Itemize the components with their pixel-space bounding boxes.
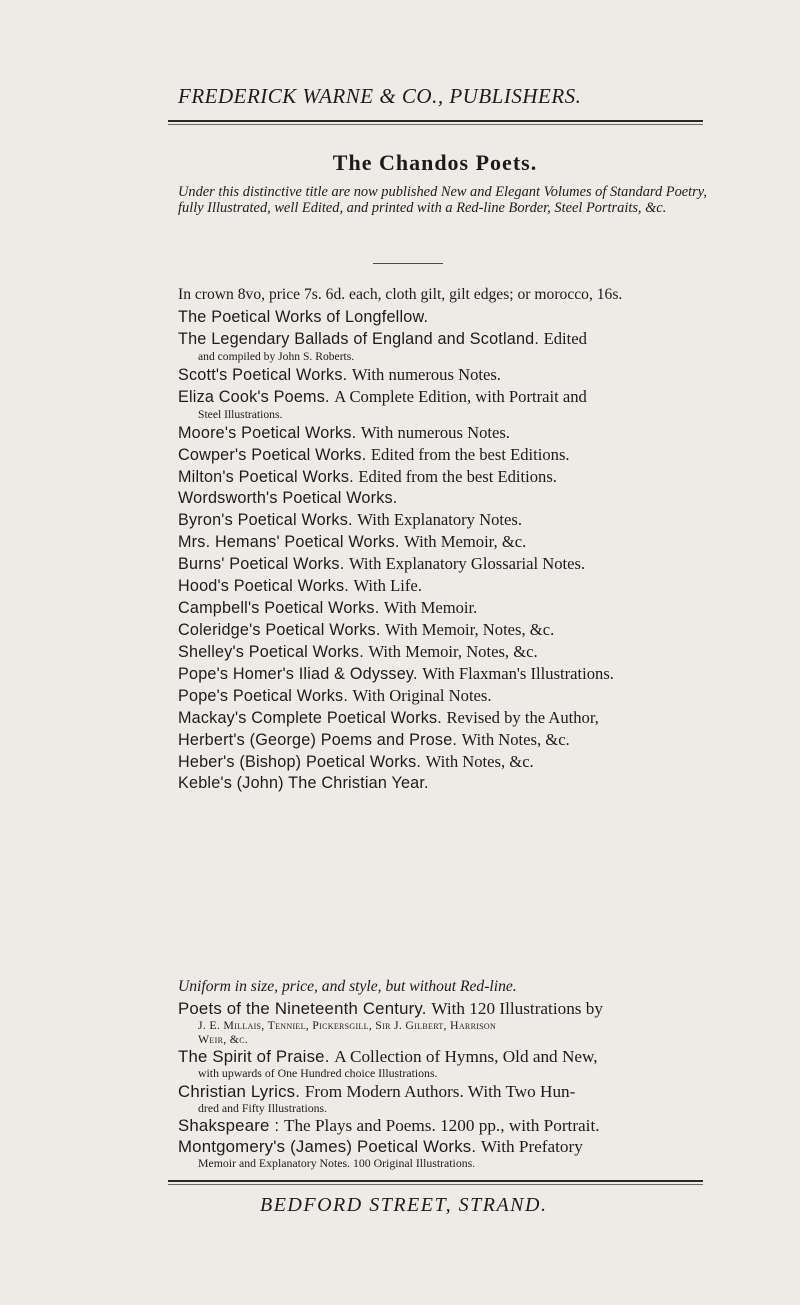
entry-title: Mrs. Hemans' Poetical Works. (178, 533, 400, 551)
catalogue-entry (178, 364, 713, 386)
catalogue-entry (178, 597, 713, 619)
catalogue-entry (178, 1136, 713, 1157)
entry-title: Byron's Poetical Works. (178, 511, 353, 529)
entry-note: A Complete Edition, with Portrait and (334, 387, 587, 406)
catalogue-entry (178, 488, 713, 509)
entry-note: With numerous Notes. (351, 365, 501, 384)
entry-subline: dred and Fifty Illustrations. (198, 1100, 328, 1115)
catalogue-entry (178, 998, 713, 1019)
price-line: In crown 8vo, price 7s. 6d. each, cloth gilt, gilt edges; or morocco, 16s. (178, 286, 623, 303)
bottom-rule (168, 1180, 703, 1182)
catalogue-entry (178, 619, 713, 641)
entry-note: A Collection of Hymns, Old and New, (334, 1047, 598, 1066)
catalogue-entry (178, 1081, 713, 1102)
entry-title: Shelley's Poetical Works. (178, 643, 364, 661)
entry-title: Heber's (Bishop) Poetical Works. (178, 753, 422, 771)
entry-note: The Plays and Poems. 1200 pp., with Portrait. (283, 1116, 600, 1135)
uniform-heading: Uniform in size, price, and style, but without Red-line. (178, 978, 517, 995)
catalogue-entry (178, 707, 713, 729)
entry-title: Eliza Cook's Poems. (178, 388, 330, 406)
top-rule-thin (168, 124, 703, 125)
entry-title: Herbert's (George) Poems and Prose. (178, 731, 458, 749)
catalogue-entry (178, 466, 713, 488)
entry-subline: Steel Illustrations. (198, 408, 283, 421)
catalogue-entry (178, 1115, 713, 1136)
top-rule (168, 120, 703, 122)
intro-paragraph: Under this distinctive title are now published New and Elegant Volumes of Standard Poetry, fully Illustrated, well Edited, and printed with a Red-line Border, Steel Portraits, &c. (178, 184, 707, 216)
entry-note: Edited from the best Editions. (370, 445, 570, 464)
catalogue-entry (178, 751, 713, 773)
entry-note: With Memoir, Notes, &c. (385, 620, 555, 639)
entry-note: With numerous Notes. (360, 423, 510, 442)
catalogue-entry (178, 685, 713, 707)
catalogue-entry (178, 307, 713, 328)
entry-subline: Memoir and Explanatory Notes. 100 Original Illustrations. (198, 1156, 476, 1170)
entry-note: With Life. (353, 576, 422, 595)
uniform-list (178, 998, 713, 1171)
publisher-running-head: FREDERICK WARNE & CO., PUBLISHERS. (178, 84, 582, 108)
catalogue-entry (178, 773, 713, 794)
entry-title: Milton's Poetical Works. (178, 468, 354, 486)
catalogue-entry (178, 553, 713, 575)
entry-title: Pope's Homer's Iliad & Odyssey. (178, 665, 418, 683)
entry-note: Edited from the best Editions. (358, 467, 557, 486)
entry-note: With Original Notes. (352, 686, 492, 705)
entry-title: Coleridge's Poetical Works. (178, 621, 381, 639)
entry-note: From Modern Authors. With Two Hun- (304, 1081, 576, 1101)
entry-note: With Notes, &c. (425, 752, 534, 771)
catalogue-entry (178, 663, 713, 685)
entry-subline: with upwards of One Hundred choice Illustrations. (198, 1066, 438, 1080)
entry-title: Poets of the Nineteenth Century. (178, 999, 427, 1018)
entry-title: Mackay's Complete Poetical Works. (178, 709, 442, 727)
entry-subline: Weir, &c. (198, 1031, 249, 1046)
entry-title: The Spirit of Praise. (178, 1047, 330, 1066)
entry-title: The Legendary Ballads of England and Scotland. (178, 330, 540, 348)
entry-title: Montgomery's (James) Poetical Works. (178, 1137, 477, 1156)
entry-title: Burns' Poetical Works. (178, 555, 345, 573)
series-title: The Chandos Poets. (332, 150, 538, 175)
catalogue-entry (178, 641, 713, 663)
short-divider (373, 263, 443, 264)
entry-title: Moore's Poetical Works. (178, 424, 357, 442)
catalogue-entry (178, 531, 713, 553)
catalogue-entry (178, 509, 713, 531)
entry-title: Shakspeare : (178, 1116, 280, 1135)
publisher-address: BEDFORD STREET, STRAND. (260, 1194, 548, 1216)
entry-title: Keble's (John) The Christian Year. (178, 774, 429, 792)
entry-note: With Memoir. (383, 598, 478, 617)
entry-title: Wordsworth's Poetical Works. (178, 489, 398, 507)
entry-title: The Poetical Works of Longfellow. (178, 308, 429, 326)
entry-title: Pope's Poetical Works. (178, 687, 349, 705)
bottom-rule-thin (168, 1184, 703, 1185)
catalogue-entry (178, 1046, 713, 1067)
entry-note: Edited (543, 329, 587, 348)
catalogue-entry (178, 729, 713, 751)
entry-title: Christian Lyrics. (178, 1081, 301, 1101)
entry-note: With 120 Illustrations by (431, 999, 603, 1018)
entry-subline: and compiled by John S. Roberts. (198, 350, 355, 363)
catalogue-entry (178, 444, 713, 466)
catalogue-entry (178, 386, 713, 408)
entry-note: With Memoir, &c. (404, 532, 527, 551)
entry-note: With Prefatory (480, 1137, 583, 1156)
entry-title: Hood's Poetical Works. (178, 577, 349, 595)
entry-note: With Explanatory Notes. (357, 510, 522, 529)
entry-title: Campbell's Poetical Works. (178, 599, 380, 617)
entry-note: With Explanatory Glossarial Notes. (348, 554, 586, 573)
catalogue-entry (178, 575, 713, 597)
poets-list (178, 307, 713, 794)
entry-title: Cowper's Poetical Works. (178, 446, 367, 464)
entry-subline: J. E. Millais, Tenniel, Pickersgill, Sir J. Gilbert, Harrison (198, 1018, 497, 1032)
entry-note: Revised by the Author, (446, 708, 599, 727)
entry-note: With Memoir, Notes, &c. (368, 642, 538, 661)
entry-title: Scott's Poetical Works. (178, 366, 348, 384)
catalogue-entry (178, 422, 713, 444)
entry-note: With Notes, &c. (461, 730, 570, 749)
catalogue-entry (178, 328, 713, 350)
entry-note: With Flaxman's Illustrations. (422, 664, 614, 683)
